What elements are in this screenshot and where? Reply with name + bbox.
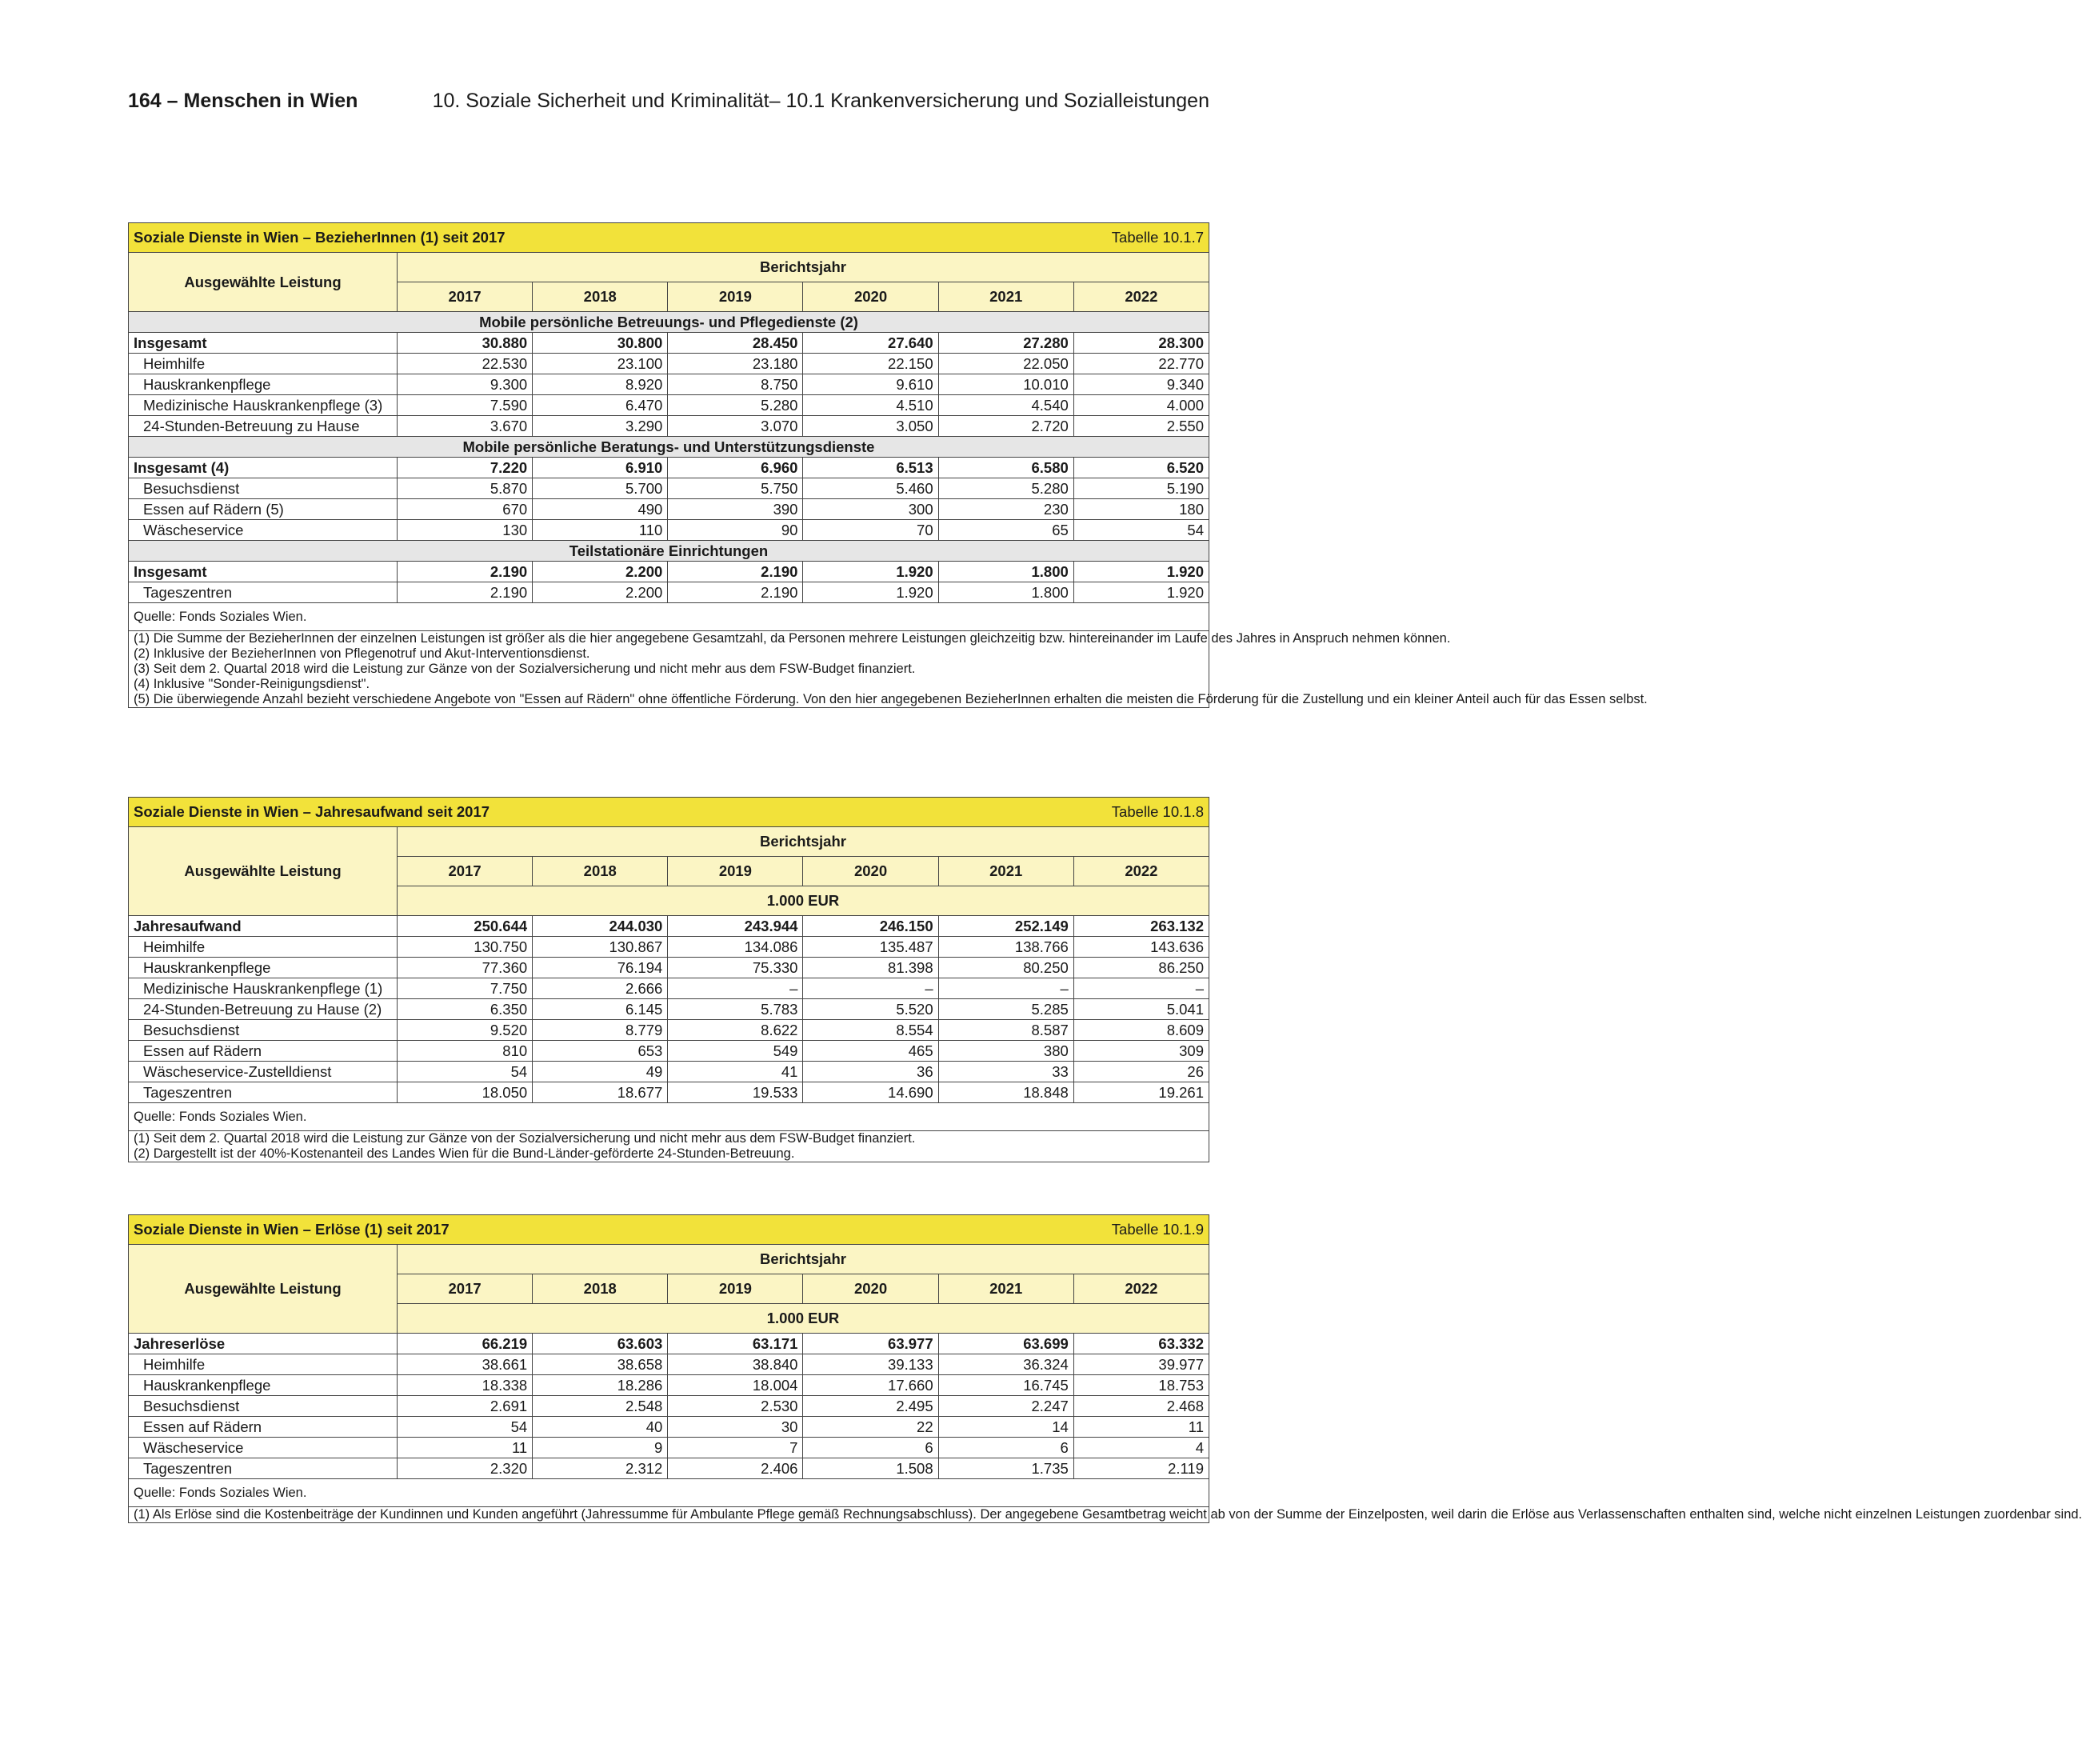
- row-label: Besuchsdienst: [129, 1396, 398, 1417]
- value-cell: 230: [938, 499, 1073, 520]
- value-cell: 63.699: [938, 1334, 1073, 1354]
- value-cell: 63.603: [533, 1334, 668, 1354]
- value-cell: 8.622: [668, 1020, 803, 1041]
- footnotes: [129, 1507, 2082, 1523]
- value-cell: 6.145: [533, 999, 668, 1020]
- table-10-1-8: [128, 797, 1209, 1162]
- value-cell: 246.150: [803, 916, 938, 937]
- value-cell: 22: [803, 1417, 938, 1438]
- value-cell: 28.450: [668, 333, 803, 354]
- value-cell: 6: [803, 1438, 938, 1458]
- source-row: [129, 1479, 1209, 1507]
- value-cell: 670: [398, 499, 533, 520]
- value-cell: 17.660: [803, 1375, 938, 1396]
- value-cell: 380: [938, 1041, 1073, 1062]
- table-row: [129, 354, 1209, 374]
- value-cell: 19.261: [1073, 1082, 1209, 1103]
- value-cell: 2.190: [398, 562, 533, 582]
- row-label: Besuchsdienst: [129, 478, 398, 499]
- value-cell: 180: [1073, 499, 1209, 520]
- value-cell: 77.360: [398, 958, 533, 978]
- table-row: [129, 520, 1209, 541]
- header-row: [129, 1245, 1209, 1274]
- value-cell: 54: [398, 1062, 533, 1082]
- value-cell: 2.190: [668, 562, 803, 582]
- value-cell: 300: [803, 499, 938, 520]
- value-cell: 63.332: [1073, 1334, 1209, 1354]
- total-row: [129, 916, 1209, 937]
- value-cell: 38.661: [398, 1354, 533, 1375]
- row-label: Tageszentren: [129, 1458, 398, 1479]
- value-cell: 8.779: [533, 1020, 668, 1041]
- year-header: 2020: [803, 857, 938, 886]
- year-header: 2022: [1073, 282, 1209, 312]
- column-header-label: Ausgewählte Leistung: [129, 827, 398, 916]
- value-cell: 5.870: [398, 478, 533, 499]
- table-row: [129, 499, 1209, 520]
- header-row: [129, 253, 1209, 282]
- value-cell: 263.132: [1073, 916, 1209, 937]
- value-cell: 9.300: [398, 374, 533, 395]
- value-cell: 3.670: [398, 416, 533, 437]
- value-cell: 14.690: [803, 1082, 938, 1103]
- year-header: 2017: [398, 1274, 533, 1304]
- table-row: [129, 1375, 1209, 1396]
- value-cell: 2.548: [533, 1396, 668, 1417]
- value-cell: 549: [668, 1041, 803, 1062]
- footnote: (1) Als Erlöse sind die Kostenbeiträge der Kundinnen und Kunden angeführt (Jahressumme für Ambulante Pflege gemäß Rechnungsabschluss). Der angegebene Gesamtbetrag weicht ab von der Summe der Einzelposten, weil darin die Erlöse aus Verlassenschaften enthalten sind, welche nicht einzelnen Leistungen zuordenbar sind.: [134, 1507, 2082, 1522]
- section-row: [129, 541, 1209, 562]
- year-header: 2021: [938, 857, 1073, 886]
- value-cell: 9: [533, 1438, 668, 1458]
- table-row: [129, 478, 1209, 499]
- value-cell: 30.800: [533, 333, 668, 354]
- table-row: [129, 1041, 1209, 1062]
- value-cell: –: [1073, 978, 1209, 999]
- value-cell: 30.880: [398, 333, 533, 354]
- value-cell: 23.100: [533, 354, 668, 374]
- value-cell: –: [668, 978, 803, 999]
- value-cell: 30: [668, 1417, 803, 1438]
- value-cell: 6.580: [938, 458, 1073, 478]
- value-cell: 1.508: [803, 1458, 938, 1479]
- value-cell: 49: [533, 1062, 668, 1082]
- value-cell: 5.190: [1073, 478, 1209, 499]
- row-label: Insgesamt (4): [129, 458, 398, 478]
- value-cell: 54: [398, 1417, 533, 1438]
- value-cell: 3.070: [668, 416, 803, 437]
- data-table: [128, 222, 1648, 708]
- value-cell: 8.554: [803, 1020, 938, 1041]
- row-label: Wäscheservice: [129, 520, 398, 541]
- section-header: Mobile persönliche Betreuungs- und Pflegedienste (2): [129, 312, 1209, 333]
- value-cell: 3.050: [803, 416, 938, 437]
- row-label: Besuchsdienst: [129, 1020, 398, 1041]
- year-header: 2022: [1073, 857, 1209, 886]
- table-number: Tabelle 10.1.8: [938, 798, 1209, 827]
- value-cell: 2.190: [668, 582, 803, 603]
- source-row: [129, 603, 1209, 631]
- value-cell: 6.513: [803, 458, 938, 478]
- row-label: Heimhilfe: [129, 1354, 398, 1375]
- table-row: [129, 1020, 1209, 1041]
- value-cell: 390: [668, 499, 803, 520]
- value-cell: 5.285: [938, 999, 1073, 1020]
- value-cell: 130: [398, 520, 533, 541]
- unit-label: 1.000 EUR: [398, 1304, 1209, 1334]
- value-cell: 309: [1073, 1041, 1209, 1062]
- table-row: [129, 416, 1209, 437]
- row-label: Insgesamt: [129, 562, 398, 582]
- table-10-1-7: [128, 222, 1648, 708]
- table-row: [129, 978, 1209, 999]
- value-cell: 1.920: [803, 562, 938, 582]
- value-cell: 19.533: [668, 1082, 803, 1103]
- table-row: [129, 374, 1209, 395]
- value-cell: 465: [803, 1041, 938, 1062]
- value-cell: 27.280: [938, 333, 1073, 354]
- value-cell: 4.540: [938, 395, 1073, 416]
- year-header: 2020: [803, 282, 938, 312]
- value-cell: 2.720: [938, 416, 1073, 437]
- value-cell: 18.286: [533, 1375, 668, 1396]
- table-number: Tabelle 10.1.7: [938, 223, 1209, 253]
- page-header: [128, 90, 1209, 118]
- value-cell: 4: [1073, 1438, 1209, 1458]
- notes-row: [129, 1131, 1209, 1162]
- table-row: [129, 937, 1209, 958]
- value-cell: 2.247: [938, 1396, 1073, 1417]
- value-cell: 39.977: [1073, 1354, 1209, 1375]
- source-note: Quelle: Fonds Soziales Wien.: [129, 603, 1209, 631]
- value-cell: 1.800: [938, 582, 1073, 603]
- value-cell: 2.495: [803, 1396, 938, 1417]
- value-cell: 36.324: [938, 1354, 1073, 1375]
- value-cell: 2.320: [398, 1458, 533, 1479]
- value-cell: 6.470: [533, 395, 668, 416]
- row-label: Wäscheservice: [129, 1438, 398, 1458]
- value-cell: 6.520: [1073, 458, 1209, 478]
- value-cell: 9.340: [1073, 374, 1209, 395]
- value-cell: –: [803, 978, 938, 999]
- section-row: [129, 312, 1209, 333]
- footnote: (1) Die Summe der BezieherInnen der einzelnen Leistungen ist größer als die hier angegebene Gesamtzahl, da Personen mehrere Leistungen gleichzeitig bzw. hintereinander im Laufe des Jahres in Anspruch nehmen können.: [134, 631, 1451, 646]
- table-row: [129, 1082, 1209, 1103]
- value-cell: 36: [803, 1062, 938, 1082]
- notes-row: [129, 631, 1209, 708]
- value-cell: –: [938, 978, 1073, 999]
- year-header: 2017: [398, 282, 533, 312]
- year-header: 2018: [533, 1274, 668, 1304]
- value-cell: 5.783: [668, 999, 803, 1020]
- row-label: Wäscheservice-Zustelldienst: [129, 1062, 398, 1082]
- year-header: 2021: [938, 1274, 1073, 1304]
- value-cell: 2.691: [398, 1396, 533, 1417]
- data-table: [128, 797, 1209, 1162]
- value-cell: 2.200: [533, 582, 668, 603]
- value-cell: 8.609: [1073, 1020, 1209, 1041]
- value-cell: 1.920: [803, 582, 938, 603]
- value-cell: 6.910: [533, 458, 668, 478]
- value-cell: 8.920: [533, 374, 668, 395]
- total-row: [129, 333, 1209, 354]
- value-cell: 18.004: [668, 1375, 803, 1396]
- value-cell: 243.944: [668, 916, 803, 937]
- value-cell: 76.194: [533, 958, 668, 978]
- value-cell: 2.406: [668, 1458, 803, 1479]
- value-cell: 14: [938, 1417, 1073, 1438]
- value-cell: 81.398: [803, 958, 938, 978]
- value-cell: 26: [1073, 1062, 1209, 1082]
- value-cell: 90: [668, 520, 803, 541]
- row-label: Essen auf Rädern: [129, 1041, 398, 1062]
- year-header: 2022: [1073, 1274, 1209, 1304]
- column-header-label: Ausgewählte Leistung: [129, 253, 398, 312]
- table-row: [129, 395, 1209, 416]
- value-cell: 22.150: [803, 354, 938, 374]
- table-row: [129, 1417, 1209, 1438]
- row-label: Essen auf Rädern (5): [129, 499, 398, 520]
- value-cell: 22.530: [398, 354, 533, 374]
- row-label: Jahreserlöse: [129, 1334, 398, 1354]
- column-header-label: Ausgewählte Leistung: [129, 1245, 398, 1334]
- row-label: Insgesamt: [129, 333, 398, 354]
- total-row: [129, 562, 1209, 582]
- value-cell: 40: [533, 1417, 668, 1438]
- value-cell: 33: [938, 1062, 1073, 1082]
- value-cell: 11: [1073, 1417, 1209, 1438]
- value-cell: 18.338: [398, 1375, 533, 1396]
- value-cell: 4.510: [803, 395, 938, 416]
- value-cell: 6.960: [668, 458, 803, 478]
- value-cell: 80.250: [938, 958, 1073, 978]
- total-row: [129, 458, 1209, 478]
- source-row: [129, 1103, 1209, 1131]
- table-row: [129, 1354, 1209, 1375]
- value-cell: 18.050: [398, 1082, 533, 1103]
- value-cell: 63.977: [803, 1334, 938, 1354]
- table-row: [129, 1438, 1209, 1458]
- value-cell: 4.000: [1073, 395, 1209, 416]
- year-header: 2019: [668, 282, 803, 312]
- value-cell: 39.133: [803, 1354, 938, 1375]
- value-cell: 23.180: [668, 354, 803, 374]
- value-cell: 110: [533, 520, 668, 541]
- value-cell: 1.735: [938, 1458, 1073, 1479]
- source-note: Quelle: Fonds Soziales Wien.: [129, 1103, 1209, 1131]
- year-header: 2021: [938, 282, 1073, 312]
- year-header: 2018: [533, 857, 668, 886]
- value-cell: 5.700: [533, 478, 668, 499]
- value-cell: 244.030: [533, 916, 668, 937]
- row-label: Heimhilfe: [129, 937, 398, 958]
- value-cell: 8.750: [668, 374, 803, 395]
- footnote: (2) Inklusive der BezieherInnen von Pflegenotruf und Akut-Interventionsdienst.: [134, 646, 590, 661]
- footnote: (4) Inklusive "Sonder-Reinigungsdienst".: [134, 676, 370, 691]
- data-table: [128, 1214, 2082, 1523]
- value-cell: 8.587: [938, 1020, 1073, 1041]
- value-cell: 1.920: [1073, 582, 1209, 603]
- column-group-header: Berichtsjahr: [398, 1245, 1209, 1274]
- value-cell: 5.520: [803, 999, 938, 1020]
- value-cell: 22.050: [938, 354, 1073, 374]
- row-label: Tageszentren: [129, 582, 398, 603]
- value-cell: 7: [668, 1438, 803, 1458]
- year-header: 2019: [668, 1274, 803, 1304]
- row-label: Hauskrankenpflege: [129, 958, 398, 978]
- table-title: Soziale Dienste in Wien – Erlöse (1) seit 2017: [129, 1215, 939, 1245]
- unit-label: 1.000 EUR: [398, 886, 1209, 916]
- value-cell: 7.220: [398, 458, 533, 478]
- value-cell: 2.119: [1073, 1458, 1209, 1479]
- value-cell: 22.770: [1073, 354, 1209, 374]
- value-cell: 143.636: [1073, 937, 1209, 958]
- table-row: [129, 958, 1209, 978]
- row-label: Hauskrankenpflege: [129, 1375, 398, 1396]
- value-cell: 1.920: [1073, 562, 1209, 582]
- value-cell: 10.010: [938, 374, 1073, 395]
- value-cell: 6: [938, 1438, 1073, 1458]
- value-cell: 2.468: [1073, 1396, 1209, 1417]
- value-cell: 2.550: [1073, 416, 1209, 437]
- value-cell: 252.149: [938, 916, 1073, 937]
- value-cell: 38.840: [668, 1354, 803, 1375]
- row-label: Medizinische Hauskrankenpflege (1): [129, 978, 398, 999]
- value-cell: 7.590: [398, 395, 533, 416]
- header-row: [129, 827, 1209, 857]
- column-group-header: Berichtsjahr: [398, 827, 1209, 857]
- table-row: [129, 582, 1209, 603]
- row-label: Medizinische Hauskrankenpflege (3): [129, 395, 398, 416]
- row-label: 24-Stunden-Betreuung zu Hause: [129, 416, 398, 437]
- value-cell: 5.460: [803, 478, 938, 499]
- footnote: (3) Seit dem 2. Quartal 2018 wird die Leistung zur Gänze von der Sozialversicherung und nicht mehr aus dem FSW-Budget finanziert.: [134, 661, 916, 676]
- year-header: 2017: [398, 857, 533, 886]
- table-row: [129, 999, 1209, 1020]
- row-label: Tageszentren: [129, 1082, 398, 1103]
- value-cell: 9.520: [398, 1020, 533, 1041]
- row-label: Heimhilfe: [129, 354, 398, 374]
- value-cell: 5.280: [938, 478, 1073, 499]
- value-cell: 138.766: [938, 937, 1073, 958]
- table-row: [129, 1396, 1209, 1417]
- value-cell: 16.745: [938, 1375, 1073, 1396]
- row-label: 24-Stunden-Betreuung zu Hause (2): [129, 999, 398, 1020]
- section-header: Mobile persönliche Beratungs- und Unterstützungsdienste: [129, 437, 1209, 458]
- section-row: [129, 437, 1209, 458]
- page-number-chapter: 164 – Menschen in Wien: [128, 90, 358, 112]
- value-cell: 2.200: [533, 562, 668, 582]
- value-cell: 490: [533, 499, 668, 520]
- column-group-header: Berichtsjahr: [398, 253, 1209, 282]
- value-cell: 18.753: [1073, 1375, 1209, 1396]
- value-cell: 66.219: [398, 1334, 533, 1354]
- value-cell: 135.487: [803, 937, 938, 958]
- value-cell: 5.750: [668, 478, 803, 499]
- value-cell: 18.677: [533, 1082, 668, 1103]
- footnote: (5) Die überwiegende Anzahl bezieht verschiedene Angebote von "Essen auf Rädern" ohne öffentliche Förderung. Von den hier angegebenen BezieherInnen erhalten die meisten die Förderung für die Zustellung und ein kleiner Anteil auch für das Essen selbst.: [134, 691, 1648, 706]
- value-cell: 18.848: [938, 1082, 1073, 1103]
- table-row: [129, 1062, 1209, 1082]
- row-label: Hauskrankenpflege: [129, 374, 398, 395]
- year-header: 2020: [803, 1274, 938, 1304]
- title-row: [129, 1215, 1209, 1245]
- value-cell: 130.750: [398, 937, 533, 958]
- row-label: Essen auf Rädern: [129, 1417, 398, 1438]
- notes-row: [129, 1507, 1209, 1523]
- year-header: 2018: [533, 282, 668, 312]
- value-cell: 65: [938, 520, 1073, 541]
- footnote: (2) Dargestellt ist der 40%-Kostenanteil des Landes Wien für die Bund-Länder-geförderte 24-Stunden-Betreuung.: [134, 1146, 795, 1161]
- section-header: Teilstationäre Einrichtungen: [129, 541, 1209, 562]
- value-cell: 27.640: [803, 333, 938, 354]
- value-cell: 11: [398, 1438, 533, 1458]
- value-cell: 41: [668, 1062, 803, 1082]
- value-cell: 38.658: [533, 1354, 668, 1375]
- value-cell: 653: [533, 1041, 668, 1062]
- table-row: [129, 1458, 1209, 1479]
- value-cell: 130.867: [533, 937, 668, 958]
- value-cell: 28.300: [1073, 333, 1209, 354]
- table-10-1-9: [128, 1214, 2082, 1523]
- title-row: [129, 798, 1209, 827]
- value-cell: 7.750: [398, 978, 533, 999]
- value-cell: 9.610: [803, 374, 938, 395]
- table-title: Soziale Dienste in Wien – BezieherInnen (1) seit 2017: [129, 223, 939, 253]
- value-cell: 250.644: [398, 916, 533, 937]
- footnote: (1) Seit dem 2. Quartal 2018 wird die Leistung zur Gänze von der Sozialversicherung und nicht mehr aus dem FSW-Budget finanziert.: [134, 1131, 916, 1146]
- footnotes: [129, 1131, 1209, 1162]
- source-note: Quelle: Fonds Soziales Wien.: [129, 1479, 1209, 1507]
- table-number: Tabelle 10.1.9: [938, 1215, 1209, 1245]
- footnotes: [129, 631, 1648, 708]
- title-row: [129, 223, 1209, 253]
- value-cell: 86.250: [1073, 958, 1209, 978]
- value-cell: 75.330: [668, 958, 803, 978]
- row-label: Jahresaufwand: [129, 916, 398, 937]
- value-cell: 3.290: [533, 416, 668, 437]
- value-cell: 810: [398, 1041, 533, 1062]
- value-cell: 2.666: [533, 978, 668, 999]
- value-cell: 1.800: [938, 562, 1073, 582]
- value-cell: 70: [803, 520, 938, 541]
- section-title: 10. Soziale Sicherheit und Kriminalität– 10.1 Krankenversicherung und Sozialleistungen: [432, 90, 1209, 112]
- value-cell: 134.086: [668, 937, 803, 958]
- value-cell: 2.530: [668, 1396, 803, 1417]
- value-cell: 63.171: [668, 1334, 803, 1354]
- table-title: Soziale Dienste in Wien – Jahresaufwand seit 2017: [129, 798, 939, 827]
- value-cell: 6.350: [398, 999, 533, 1020]
- value-cell: 5.041: [1073, 999, 1209, 1020]
- value-cell: 54: [1073, 520, 1209, 541]
- value-cell: 2.312: [533, 1458, 668, 1479]
- total-row: [129, 1334, 1209, 1354]
- year-header: 2019: [668, 857, 803, 886]
- value-cell: 2.190: [398, 582, 533, 603]
- value-cell: 5.280: [668, 395, 803, 416]
